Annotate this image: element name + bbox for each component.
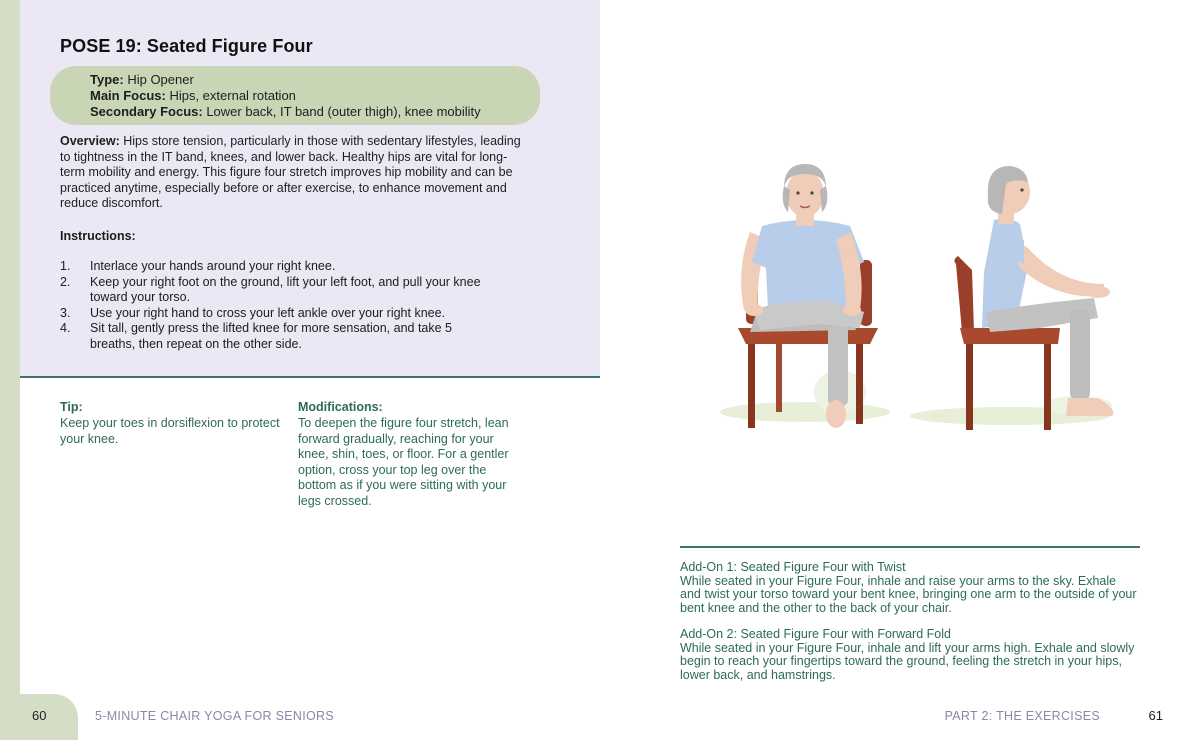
- addon-title: Add-On 2: Seated Figure Four with Forward Fold: [680, 627, 951, 641]
- modifications-text: To deepen the figure four stretch, lean forward gradually, reaching for your knee, shin, toes, or floor. For a gentler option, cross your top leg over the bottom as if you were sitting with your legs crossed.: [298, 416, 509, 508]
- secondary-focus-label: Secondary Focus:: [90, 104, 203, 119]
- instruction-text: Use your right hand to cross your left ankle over your right knee.: [90, 305, 446, 320]
- left-page-number: 60: [32, 708, 47, 723]
- main-focus-label: Main Focus:: [90, 88, 166, 103]
- right-page: [600, 0, 1200, 740]
- instruction-number: 3.: [60, 305, 71, 320]
- main-focus-value: Hips, external rotation: [165, 88, 296, 103]
- addon-block: [680, 628, 1140, 682]
- type-value: Hip Opener: [123, 72, 194, 87]
- overview-label: Overview:: [60, 134, 120, 148]
- left-edge-bar: [0, 0, 20, 740]
- addon-text: While seated in your Figure Four, inhale and lift your arms high. Exhale and slowly begin to reach your fingertips toward the ground, feeling the stretch in your hips, lower back, and hamstrings.: [680, 640, 1135, 682]
- main-focus-line: [90, 88, 296, 104]
- front-view-figure: [720, 164, 890, 428]
- instruction-text: Interlace your hands around your right knee.: [90, 259, 336, 273]
- tip-text: Keep your toes in dorsiflexion to protect your knee.: [60, 416, 280, 446]
- pose-illustration: [710, 160, 1130, 450]
- addon-title: Add-On 1: Seated Figure Four with Twist: [680, 560, 906, 574]
- addon-divider: [680, 546, 1140, 548]
- addon-text: While seated in your Figure Four, inhale and raise your arms to the sky. Exhale and twist your torso toward your bent knee, bringing one arm to the outside of your bent knee and the other to the back of your chair.: [680, 573, 1137, 615]
- tip-heading: Tip:: [60, 400, 83, 414]
- overview-text: Hips store tension, particularly in those with sedentary lifestyles, leading to tightness in the IT band, knees, and lower back. Healthy hips are vital for long-term mobility and energy. This figure four stretch improves hip mobility and can be practiced anytime, especially before or after exercise, to enhance movement and reduce discomfort.: [60, 134, 521, 211]
- pose-info-panel: [20, 0, 600, 377]
- right-page-number: 61: [1148, 708, 1163, 723]
- secondary-focus-line: [90, 104, 481, 120]
- pose-title: POSE 19: Seated Figure Four: [60, 36, 313, 56]
- instructions-heading: Instructions:: [60, 229, 136, 243]
- instruction-number: 2.: [60, 274, 71, 289]
- instruction-text: Sit tall, gently press the lifted knee for more sensation, and take 5 breaths, then repeat on the other side.: [90, 321, 453, 351]
- pose-focus-box: [50, 66, 540, 125]
- addon-block: [680, 561, 1140, 615]
- left-content-panel: [20, 0, 600, 694]
- right-running-footer: PART 2: THE EXERCISES: [944, 709, 1100, 723]
- instruction-number: 4.: [60, 321, 71, 336]
- section-divider: [20, 376, 600, 378]
- type-line: [90, 72, 194, 88]
- instruction-item: [60, 275, 500, 306]
- side-view-figure: [910, 166, 1113, 430]
- instructions-list: [60, 259, 500, 353]
- overview-paragraph: [60, 134, 530, 212]
- instruction-text: Keep your right foot on the ground, lift your left foot, and pull your knee toward your torso.: [90, 274, 481, 305]
- secondary-focus-value: Lower back, IT band (outer thigh), knee mobility: [202, 104, 481, 119]
- instruction-item: [60, 259, 500, 275]
- instruction-item: [60, 306, 500, 322]
- instruction-number: 1.: [60, 259, 71, 273]
- instruction-item: [60, 321, 500, 352]
- left-running-footer: 5-MINUTE CHAIR YOGA FOR SENIORS: [95, 709, 334, 723]
- type-label: Type:: [90, 72, 124, 87]
- modifications-heading: Modifications:: [298, 400, 383, 414]
